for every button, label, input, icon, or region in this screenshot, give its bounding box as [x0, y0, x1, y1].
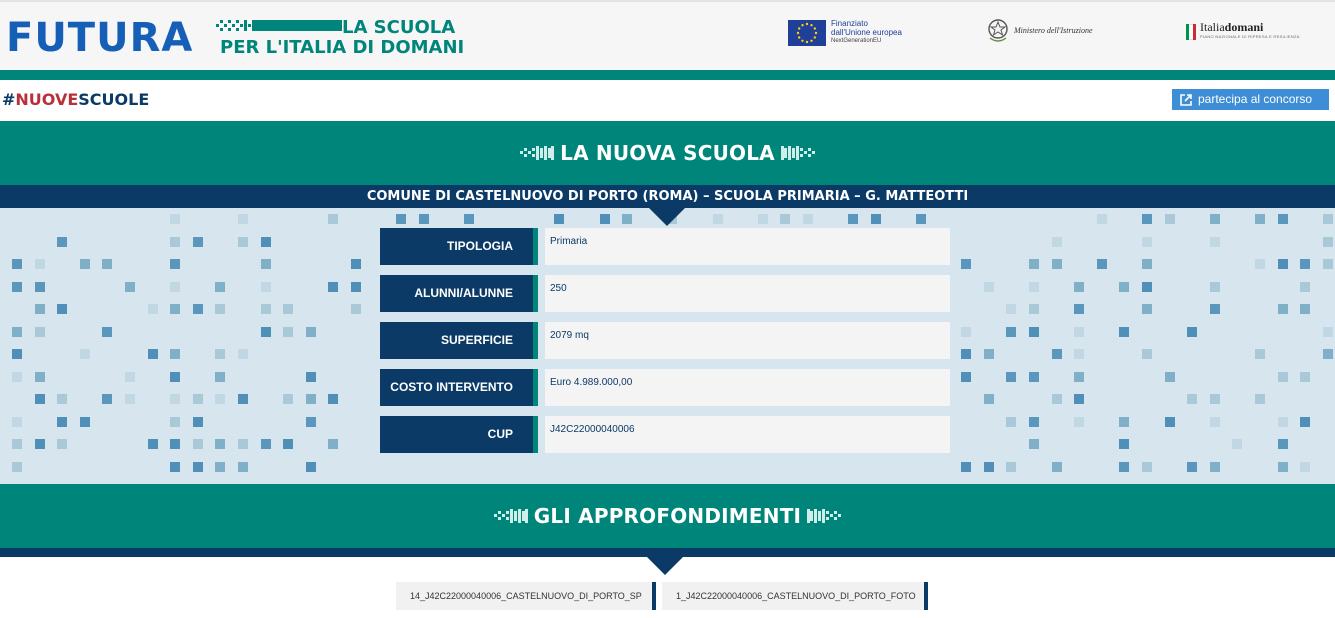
header-divider: [0, 70, 1335, 80]
decorative-square: [351, 304, 361, 314]
decorative-square: [1255, 349, 1265, 359]
decorative-square: [1278, 372, 1288, 382]
decorative-square: [1142, 214, 1152, 224]
decorative-square: [193, 304, 203, 314]
decorative-square: [1052, 394, 1062, 404]
decorative-square: [464, 214, 474, 224]
eu-funding-logo: [788, 19, 902, 46]
decorative-square: [238, 349, 248, 359]
decorative-square: [1119, 327, 1129, 337]
decorative-square: [1278, 439, 1288, 449]
decorative-square: [1278, 304, 1288, 314]
decorative-square: [1119, 439, 1129, 449]
decorative-square: [193, 439, 203, 449]
decorative-square: [170, 462, 180, 472]
decorative-square: [1074, 394, 1084, 404]
detail-row-cup: [380, 416, 950, 453]
italiadomani-post: domani: [1224, 20, 1264, 34]
decorative-square: [713, 214, 723, 224]
decorative-square: [1255, 394, 1265, 404]
decorative-square: [170, 439, 180, 449]
decorative-square: [57, 237, 67, 247]
tagline-line2: PER L'ITALIA DI DOMANI: [220, 37, 465, 58]
decorative-square: [1074, 349, 1084, 359]
school-details-area: [0, 208, 1335, 484]
decorative-square: [215, 349, 225, 359]
decorative-square: [1097, 214, 1107, 224]
decorative-square: [1300, 259, 1310, 269]
decorative-square: [1323, 237, 1333, 247]
decorative-square: [1074, 417, 1084, 427]
decorative-square: [758, 214, 768, 224]
decorative-square: [1210, 417, 1220, 427]
top-header: [0, 0, 1335, 70]
decorative-square: [215, 394, 225, 404]
eu-flag-icon: [788, 20, 826, 46]
decorative-square: [1255, 259, 1265, 269]
decorative-square: [803, 214, 813, 224]
decorative-square: [1142, 259, 1152, 269]
decorative-square: [1029, 372, 1039, 382]
tagline: [220, 18, 464, 58]
decorative-square: [1029, 282, 1039, 292]
decorative-square: [396, 214, 406, 224]
file-link-sp[interactable]: 14_J42C22000040006_CASTELNUOVO_DI_PORTO_SP: [396, 582, 656, 610]
decorative-square: [238, 394, 248, 404]
decorative-square: [193, 417, 203, 427]
decorative-square: [1187, 327, 1197, 337]
decorative-square: [1052, 259, 1062, 269]
decorative-square: [1119, 462, 1129, 472]
decorative-square: [1029, 439, 1039, 449]
decorative-square: [35, 439, 45, 449]
decorative-square: [215, 439, 225, 449]
decorative-square: [170, 214, 180, 224]
eu-line2: dall'Unione europea: [831, 28, 902, 37]
decorative-square: [1165, 214, 1175, 224]
partecipa-concorso-button[interactable]: [1172, 89, 1329, 110]
decorative-square: [306, 417, 316, 427]
decorative-square: [1006, 417, 1016, 427]
decorative-square: [170, 372, 180, 382]
decorative-square: [261, 282, 271, 292]
decorative-square: [170, 349, 180, 359]
decorative-square: [1187, 462, 1197, 472]
file-link-foto[interactable]: 1_J42C22000040006_CASTELNUOVO_DI_PORTO_FOTO: [662, 582, 928, 610]
decorative-square: [35, 327, 45, 337]
detail-label: COSTO INTERVENTO: [380, 369, 538, 406]
decorative-square: [193, 237, 203, 247]
decorative-square: [961, 349, 971, 359]
hashtag-part1: NUOVE: [15, 90, 79, 109]
decorative-square: [1142, 349, 1152, 359]
decorative-square: [1187, 394, 1197, 404]
decorative-square: [148, 304, 158, 314]
decorative-square: [148, 349, 158, 359]
decorative-square: [57, 304, 67, 314]
decorative-square: [419, 214, 429, 224]
decorative-square: [1210, 282, 1220, 292]
detail-value: J42C22000040006: [545, 416, 950, 453]
decorative-square: [215, 282, 225, 292]
decorative-square: [12, 349, 22, 359]
decorative-square: [35, 282, 45, 292]
decorative-square: [102, 327, 112, 337]
nuovescuole-hashtag[interactable]: [2, 90, 149, 110]
decorative-square: [1074, 282, 1084, 292]
decorative-square: [1210, 214, 1220, 224]
decorative-square: [984, 349, 994, 359]
italiadomani-pre: Italia: [1200, 20, 1225, 34]
decorative-square: [328, 214, 338, 224]
section-approfondimenti-title: GLI APPROFONDIMENTI: [533, 504, 802, 528]
decorative-square: [102, 259, 112, 269]
section-divider: [0, 548, 1335, 557]
decorative-square: [125, 282, 135, 292]
decorative-square: [170, 394, 180, 404]
decorative-square: [1029, 259, 1039, 269]
detail-row-tipologia: [380, 228, 950, 265]
decorative-square: [238, 462, 248, 472]
decorative-square: [1210, 237, 1220, 247]
decorative-square: [1278, 417, 1288, 427]
decorative-square: [35, 304, 45, 314]
decorative-square: [1074, 372, 1084, 382]
decorative-square: [170, 282, 180, 292]
detail-value: Euro 4.989.000,00: [545, 369, 950, 406]
ministero-logo: [986, 16, 1093, 44]
decorative-square: [1142, 462, 1152, 472]
decorative-square: [170, 237, 180, 247]
decorative-square: [170, 417, 180, 427]
pixel-decoration-left-icon: [494, 509, 528, 523]
decorative-square: [170, 304, 180, 314]
decorative-square: [1052, 349, 1062, 359]
decorative-square: [102, 394, 112, 404]
decorative-square: [215, 462, 225, 472]
decorative-square: [193, 394, 203, 404]
decorative-square: [283, 327, 293, 337]
decorative-square: [57, 439, 67, 449]
pixel-decoration-right-icon: [781, 146, 815, 160]
section-approfondimenti-banner: [0, 484, 1335, 548]
decorative-square: [238, 237, 248, 247]
decorative-square: [35, 259, 45, 269]
decorative-square: [1119, 282, 1129, 292]
decorative-square: [1029, 417, 1039, 427]
decorative-square: [261, 237, 271, 247]
decorative-square: [261, 439, 271, 449]
decorative-square: [1006, 462, 1016, 472]
decorative-square: [848, 214, 858, 224]
decorative-square: [215, 304, 225, 314]
decorative-square: [1165, 372, 1175, 382]
section-nuova-scuola-title: LA NUOVA SCUOLA: [560, 141, 775, 165]
decorative-square: [1323, 327, 1333, 337]
school-subtitle: COMUNE DI CASTELNUOVO DI PORTO (ROMA) – SCUOLA PRIMARIA – G. MATTEOTTI: [0, 185, 1335, 208]
decorative-square: [1074, 304, 1084, 314]
decorative-square: [306, 394, 316, 404]
decorative-square: [35, 394, 45, 404]
decorative-square: [35, 372, 45, 382]
decorative-square: [1006, 372, 1016, 382]
decorative-square: [780, 214, 790, 224]
eu-line1: Finanziato: [831, 19, 868, 28]
decorative-square: [622, 214, 632, 224]
decorative-square: [261, 304, 271, 314]
decorative-square: [1142, 237, 1152, 247]
external-link-icon: [1180, 94, 1192, 106]
italiadomani-text: [1200, 22, 1300, 42]
detail-row-alunni: [380, 275, 950, 312]
decorative-square: [1323, 349, 1333, 359]
ministero-text: Ministero dell'Istruzione: [1014, 25, 1093, 35]
decorative-square: [1006, 327, 1016, 337]
tagline-line1: LA SCUOLA: [342, 17, 456, 38]
decorative-square: [1323, 259, 1333, 269]
decorative-square: [215, 372, 225, 382]
decorative-square: [12, 417, 22, 427]
decorative-square: [1278, 462, 1288, 472]
decorative-square: [1142, 282, 1152, 292]
decorative-square: [1029, 304, 1039, 314]
decorative-square: [328, 282, 338, 292]
decorative-square: [12, 372, 22, 382]
italian-flag-icon: [1186, 24, 1196, 40]
detail-row-costo: [380, 369, 950, 406]
decorative-square: [1300, 304, 1310, 314]
decorative-square: [80, 259, 90, 269]
decorative-square: [1052, 237, 1062, 247]
decorative-square: [283, 304, 293, 314]
decorative-square: [170, 259, 180, 269]
decorative-square: [193, 462, 203, 472]
decorative-square: [1300, 417, 1310, 427]
detail-row-superficie: [380, 322, 950, 359]
section-arrow-icon: [647, 557, 683, 575]
detail-label: SUPERFICIE: [380, 322, 538, 359]
decorative-square: [80, 349, 90, 359]
hashtag-part2: SCUOLE: [78, 90, 150, 109]
decorative-square: [328, 439, 338, 449]
detail-value: 2079 mq: [545, 322, 950, 359]
decorative-square: [984, 282, 994, 292]
decorative-square: [125, 372, 135, 382]
decorative-square: [148, 439, 158, 449]
decorative-square: [261, 327, 271, 337]
section-nuova-scuola-banner: [0, 121, 1335, 185]
decorative-square: [1300, 462, 1310, 472]
detail-value: Primaria: [545, 228, 950, 265]
decorative-square: [916, 214, 926, 224]
decorative-square: [1097, 259, 1107, 269]
decorative-square: [984, 462, 994, 472]
decorative-square: [871, 214, 881, 224]
partecipa-concorso-label: partecipa al concorso: [1198, 92, 1313, 106]
decorative-square: [57, 417, 67, 427]
decorative-square: [261, 259, 271, 269]
decorative-square: [12, 327, 22, 337]
decorative-square: [1210, 304, 1220, 314]
decorative-square: [1278, 214, 1288, 224]
decorative-square: [306, 327, 316, 337]
pixel-decoration-right-icon: [807, 509, 841, 523]
decorative-square: [12, 462, 22, 472]
eu-line3: NextGenerationEU: [831, 38, 882, 44]
decorative-square: [238, 214, 248, 224]
decorative-square: [1255, 214, 1265, 224]
decorative-square: [1300, 372, 1310, 382]
decorative-square: [600, 214, 610, 224]
decorative-square: [80, 417, 90, 427]
decorative-square: [351, 282, 361, 292]
decorative-square: [1006, 304, 1016, 314]
futura-logo[interactable]: FUTURA: [6, 15, 194, 61]
decorative-square: [57, 394, 67, 404]
decorative-square: [125, 394, 135, 404]
pixel-decoration-left-icon: [520, 146, 554, 160]
decorative-square: [1232, 439, 1242, 449]
decorative-square: [12, 259, 22, 269]
italian-emblem-icon: [986, 16, 1010, 44]
decorative-square: [12, 282, 22, 292]
decorative-square: [12, 439, 22, 449]
decorative-square: [1029, 327, 1039, 337]
decorative-square: [328, 394, 338, 404]
decorative-square: [1074, 327, 1084, 337]
decorative-square: [1052, 462, 1062, 472]
decorative-square: [961, 259, 971, 269]
decorative-square: [351, 259, 361, 269]
decorative-square: [961, 327, 971, 337]
detail-value: 250: [545, 275, 950, 312]
decorative-square: [1323, 214, 1333, 224]
hashtag-hash: #: [2, 90, 16, 109]
decorative-square: [1142, 304, 1152, 314]
decorative-square: [306, 372, 316, 382]
decorative-square: [306, 462, 316, 472]
decorative-square: [1165, 417, 1175, 427]
decorative-square: [554, 214, 564, 224]
decorative-square: [961, 462, 971, 472]
decorative-square: [1210, 394, 1220, 404]
decorative-square: [238, 439, 248, 449]
detail-label: ALUNNI/ALUNNE: [380, 275, 538, 312]
eu-funding-text: [831, 19, 902, 46]
decorative-square: [1278, 259, 1288, 269]
section-arrow-icon: [649, 208, 685, 226]
detail-label: CUP: [380, 416, 538, 453]
decorative-square: [283, 439, 293, 449]
decorative-square: [1210, 462, 1220, 472]
decorative-square: [961, 372, 971, 382]
decorative-square: [1300, 282, 1310, 292]
italiadomani-sub: PIANO NAZIONALE DI RIPRESA E RESILIENZA: [1200, 34, 1300, 39]
decorative-square: [283, 394, 293, 404]
detail-label: TIPOLOGIA: [380, 228, 538, 265]
italiadomani-logo: [1186, 22, 1300, 42]
decorative-square: [1119, 417, 1129, 427]
decorative-square: [984, 394, 994, 404]
